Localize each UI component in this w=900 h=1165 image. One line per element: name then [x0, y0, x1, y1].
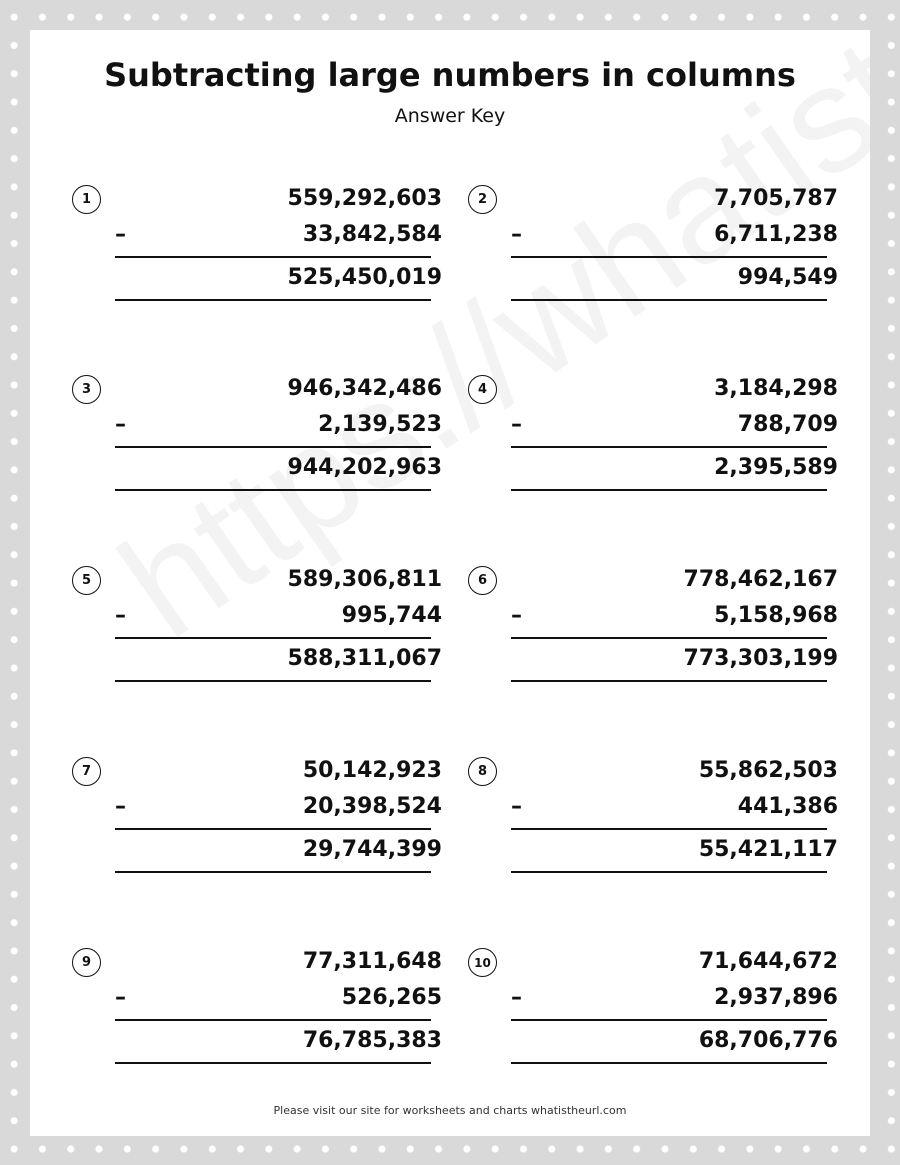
answer-line-top [511, 446, 827, 448]
minus-sign: – [115, 222, 126, 247]
page-title: Subtracting large numbers in columns [104, 56, 796, 94]
answer-line-bottom [511, 871, 827, 873]
answer-line-bottom [115, 871, 431, 873]
minus-sign: – [511, 794, 522, 819]
minuend: 589,306,811 [287, 567, 442, 592]
answer-line-bottom [115, 1062, 431, 1064]
answer-line-top [511, 828, 827, 830]
subtrahend: 20,398,524 [302, 794, 442, 819]
minuend: 559,292,603 [287, 186, 442, 211]
answer-line-top [511, 637, 827, 639]
subtrahend: 526,265 [341, 985, 442, 1010]
answer-line-top [115, 637, 431, 639]
problem-number-badge: 4 [468, 375, 497, 404]
difference: 994,549 [737, 265, 838, 290]
subtrahend: 33,842,584 [302, 222, 442, 247]
problem-7 [72, 757, 442, 887]
answer-line-bottom [511, 489, 827, 491]
worksheet-page [30, 30, 870, 1136]
answer-line-top [115, 828, 431, 830]
minus-sign: – [511, 222, 522, 247]
problem-number-badge: 5 [72, 566, 101, 595]
problem-number-badge: 6 [468, 566, 497, 595]
answer-line-bottom [115, 299, 431, 301]
subtrahend: 6,711,238 [714, 222, 838, 247]
answer-line-top [115, 446, 431, 448]
problem-9 [72, 948, 442, 1078]
minuend: 55,862,503 [698, 758, 838, 783]
subtrahend: 441,386 [737, 794, 838, 819]
minuend: 946,342,486 [287, 376, 442, 401]
problem-1 [72, 185, 442, 315]
problem-6 [468, 566, 838, 696]
minus-sign: – [115, 603, 126, 628]
difference: 944,202,963 [287, 455, 442, 480]
problem-number-badge: 8 [468, 757, 497, 786]
subtrahend: 995,744 [341, 603, 442, 628]
difference: 773,303,199 [683, 646, 838, 671]
difference: 55,421,117 [698, 837, 838, 862]
answer-line-top [511, 256, 827, 258]
answer-line-top [511, 1019, 827, 1021]
answer-line-bottom [511, 1062, 827, 1064]
problem-4 [468, 375, 838, 505]
answer-line-bottom [511, 299, 827, 301]
answer-line-bottom [511, 680, 827, 682]
difference: 76,785,383 [302, 1028, 442, 1053]
footer-note: Please visit our site for worksheets and charts whatistheurl.com [273, 1104, 627, 1117]
answer-line-bottom [115, 680, 431, 682]
difference: 29,744,399 [302, 837, 442, 862]
difference: 68,706,776 [698, 1028, 838, 1053]
minuend: 7,705,787 [714, 186, 838, 211]
problem-number-badge: 9 [72, 948, 101, 977]
problem-number-badge: 10 [468, 948, 497, 977]
minuend: 71,644,672 [698, 949, 838, 974]
minus-sign: – [511, 985, 522, 1010]
minus-sign: – [511, 412, 522, 437]
difference: 588,311,067 [287, 646, 442, 671]
problem-number-badge: 2 [468, 185, 497, 214]
answer-line-bottom [115, 489, 431, 491]
problem-10 [468, 948, 838, 1078]
subtrahend: 2,937,896 [714, 985, 838, 1010]
difference: 2,395,589 [714, 455, 838, 480]
problem-number-badge: 3 [72, 375, 101, 404]
subtrahend: 2,139,523 [318, 412, 442, 437]
answer-line-top [115, 256, 431, 258]
problem-8 [468, 757, 838, 887]
minuend: 778,462,167 [683, 567, 838, 592]
minus-sign: – [115, 412, 126, 437]
answer-line-top [115, 1019, 431, 1021]
page-subtitle: Answer Key [394, 105, 506, 127]
difference: 525,450,019 [287, 265, 442, 290]
minus-sign: – [511, 603, 522, 628]
minuend: 77,311,648 [302, 949, 442, 974]
minus-sign: – [115, 794, 126, 819]
subtrahend: 5,158,968 [714, 603, 838, 628]
problem-2 [468, 185, 838, 315]
problem-number-badge: 1 [72, 185, 101, 214]
problem-number-badge: 7 [72, 757, 101, 786]
minus-sign: – [115, 985, 126, 1010]
minuend: 3,184,298 [714, 376, 838, 401]
subtrahend: 788,709 [737, 412, 838, 437]
problem-3 [72, 375, 442, 505]
minuend: 50,142,923 [302, 758, 442, 783]
problem-5 [72, 566, 442, 696]
